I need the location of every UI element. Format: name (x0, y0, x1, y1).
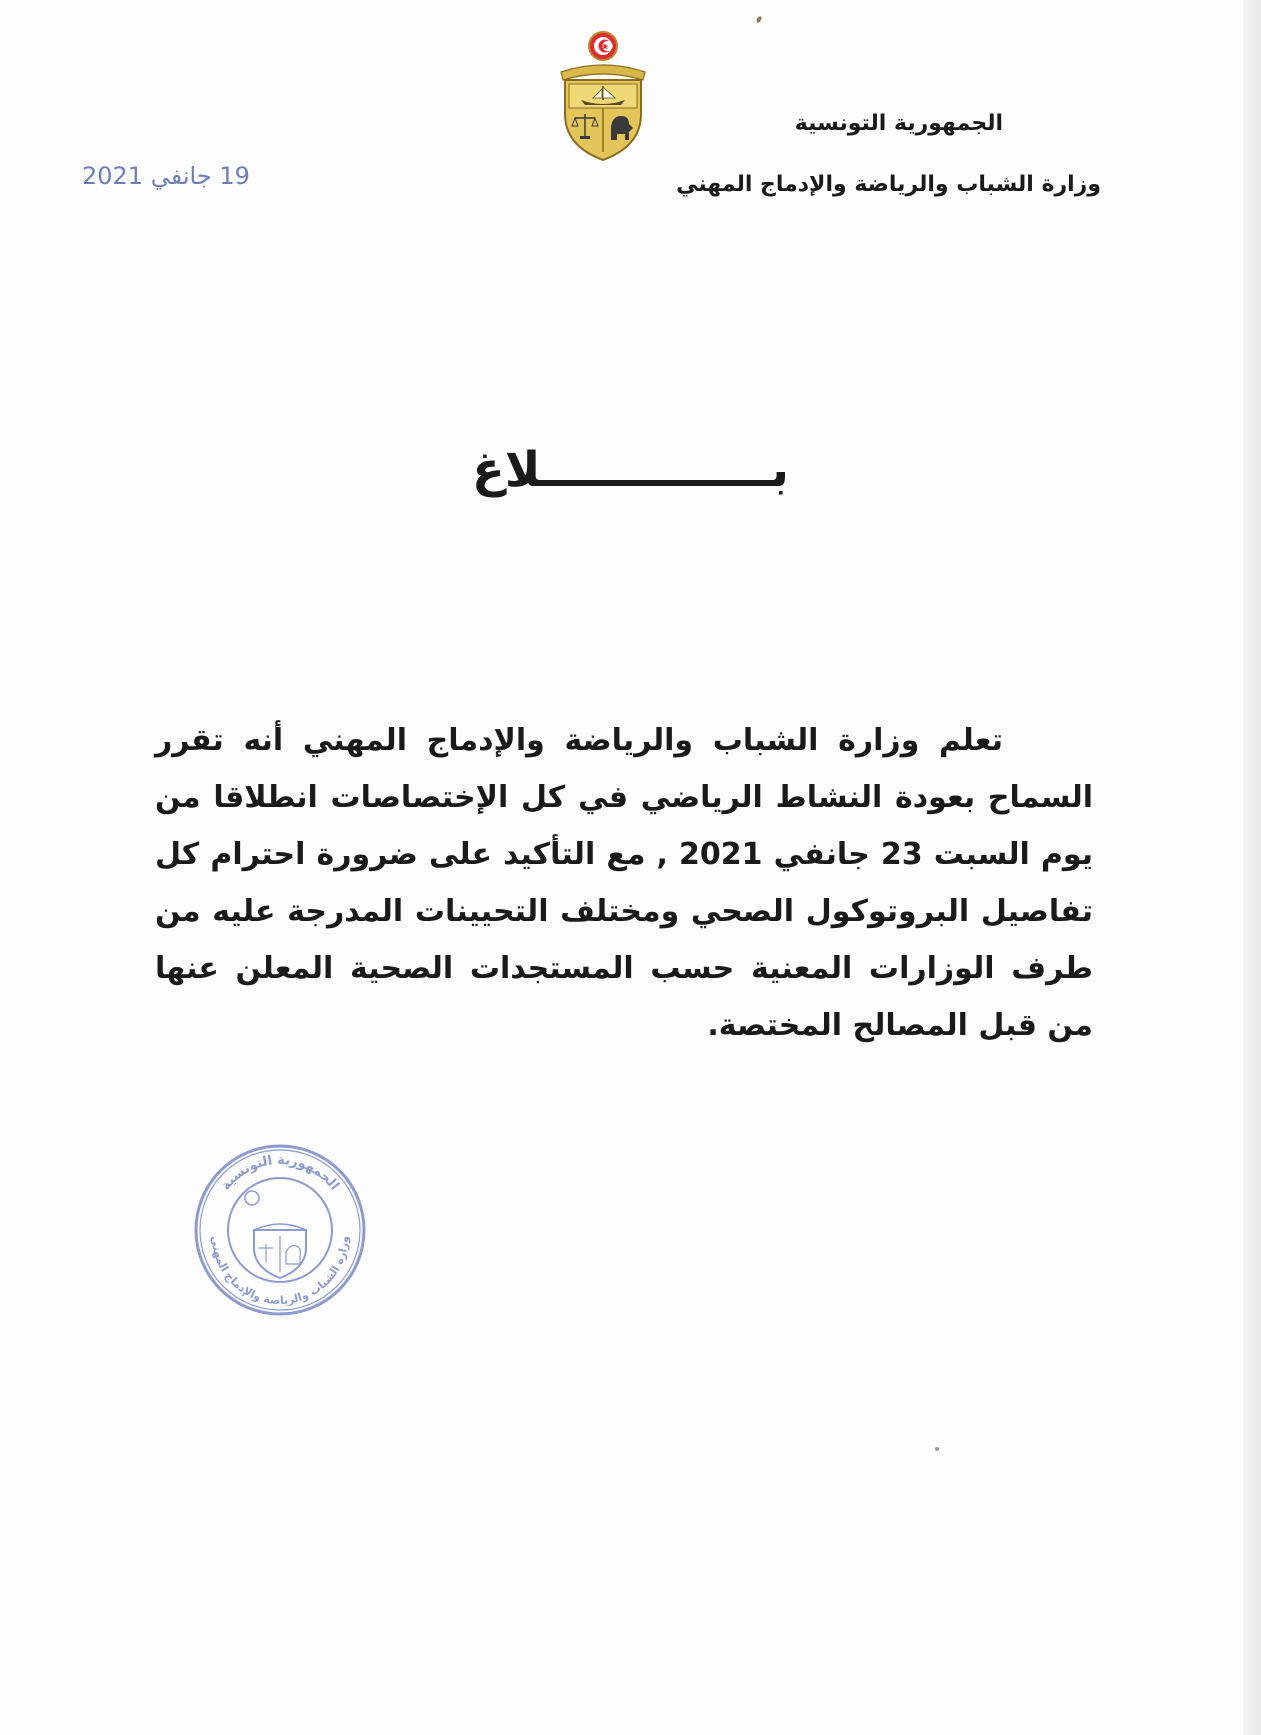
scan-speck (935, 1447, 939, 1451)
date-stamp: 19 جانفي 2021 (82, 162, 250, 190)
tunisia-coat-of-arms-icon (555, 28, 651, 164)
seal-top-text: الجمهورية التونسية (218, 1152, 342, 1194)
scan-speck (756, 15, 763, 23)
header-ministry: وزارة الشباب والرياضة والإدماج المهني (676, 172, 1101, 197)
scan-edge-shadow (1243, 0, 1261, 1735)
header-country: الجمهورية التونسية (794, 111, 1003, 136)
seal-bottom-text: وزارة الشباب والرياضة والإدماج المهني (208, 1235, 352, 1308)
page-title: بــــــــــــــلاغ (472, 442, 789, 498)
announcement-body: تعلم وزارة الشباب والرياضة والإدماج المهني أنه تقرر السماح بعودة النشاط الرياضي في كل الإختصاصات انطلاقا من يوم السبت 23 جانفي 2021 , مع التأكيد على ضرورة احترام كل تفاصيل البروتوكول الصحي ومختلف التحيينات المدرجة عليه من طرف الوزارات المعنية حسب المستجدات الصحية المعلن عنها من قبل المصالح المختصة. (155, 723, 1093, 1043)
ministry-seal-icon (190, 1140, 370, 1320)
